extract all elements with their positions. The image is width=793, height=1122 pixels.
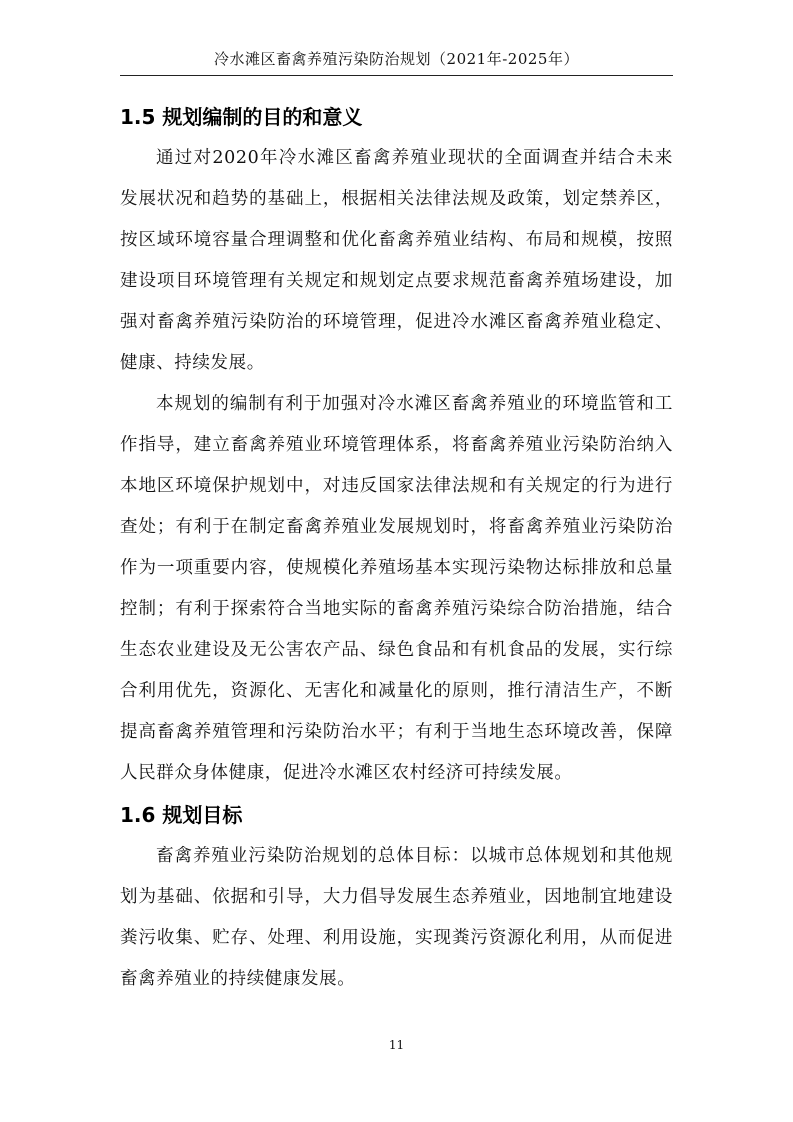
section-goals [120,794,673,1000]
paragraph: 通过对2020年冷水滩区畜禽养殖业现状的全面调查并结合未来发展状况和趋势的基础上，根据相关法律法规及政策，划定禁养区，按区域环境容量合理调整和优化畜禽养殖业结构、布局和规模，按照建设项目环境管理有关规定和规划定点要求规范畜禽养殖场建设，加强对畜禽养殖污染防治的环境管理，促进冷水滩区畜禽养殖业稳定、健康、持续发展。 [120,148,673,373]
page-number: 11 [388,1038,405,1052]
running-header: 冷水滩区畜禽养殖污染防治规划（2021年-2025年） [214,50,579,68]
section-heading: 1.6 规划目标 [120,803,243,827]
header-divider [120,75,673,76]
paragraph: 本规划的编制有利于加强对冷水滩区畜禽养殖业的环境监管和工作指导，建立畜禽养殖业环境管理体系，将畜禽养殖业污染防治纳入本地区环境保护规划中，对违反国家法律法规和有关规定的行为进行查处；有利于在制定畜禽养殖业发展规划时，将畜禽养殖业污染防治作为一项重要内容，使规模化养殖场基本实现污染物达标排放和总量控制；有利于探索符合当地实际的畜禽养殖污染综合防治措施，结合生态农业建设及无公害农产品、绿色食品和有机食品的发展，实行综合利用优先，资源化、无害化和减量化的原则，推行清洁生产，不断提高畜禽养殖管理和污染防治水平；有利于当地生态环境改善，保障人民群众身体健康，促进冷水滩区农村经济可持续发展。 [120,394,673,783]
section-purpose [120,96,673,794]
paragraph: 畜禽养殖业污染防治规划的总体目标：以城市总体规划和其他规划为基础、依据和引导，大力倡导发展生态养殖业，因地制宜地建设粪污收集、贮存、处理、利用设施，实现粪污资源化利用，从而促进畜禽养殖业的持续健康发展。 [120,846,673,989]
section-heading: 1.5 规划编制的目的和意义 [120,105,363,129]
document-body [120,96,673,1000]
